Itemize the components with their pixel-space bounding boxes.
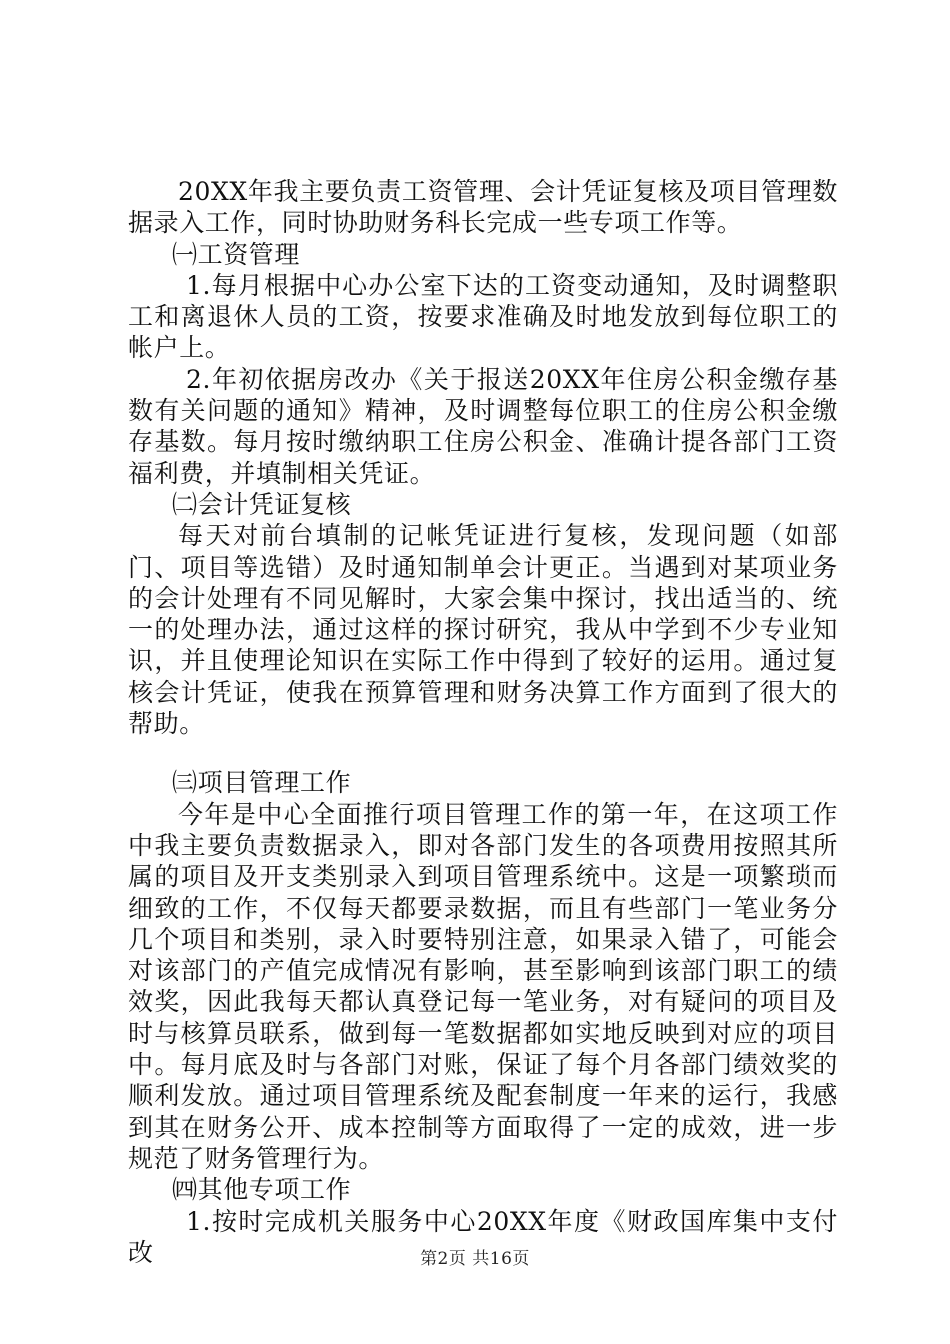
other-item-1: 1.按时完成机关服务中心20XX年度《财政国库集中支付改 [128, 1206, 838, 1267]
section-heading-other: ㈣其他专项工作 [172, 1175, 352, 1205]
salary-item-1: 1.每月根据中心办公室下达的工资变动通知，及时调整职工和离退休人员的工资，按要求准确及时地发放到每位职工的帐户上。 [128, 270, 838, 363]
intro-paragraph: 20XX年我主要负责工资管理、会计凭证复核及项目管理数据录入工作，同时协助财务科长完成一些专项工作等。 [128, 177, 838, 238]
document-body [128, 176, 838, 1268]
project-paragraph: 今年是中心全面推行项目管理工作的第一年，在这项工作中我主要负责数据录入，即对各部门发生的各项费用按照其所属的项目及开支类别录入到项目管理系统中。这是一项繁琐而细致的工作，不仅每天都要录数据，而且有些部门一笔业务分几个项目和类别，录入时要特别注意，如果录入错了，可能会对该部门的产值完成情况有影响，甚至影响到该部门职工的绩效奖，因此我每天都认真登记每一笔业务，对有疑问的项目及时与核算员联系，做到每一笔数据都如实地反映到对应的项目中。每月底及时与各部门对账，保证了每个月各部门绩效奖的顺利发放。通过项目管理系统及配套制度一年来的运行，我感到其在财务公开、成本控制等方面取得了一定的成效，进一步规范了财务管理行为。 [128, 799, 838, 1173]
page-footer: 第2页 共16页 [420, 1249, 530, 1269]
voucher-paragraph: 每天对前台填制的记帐凭证进行复核，发现问题（如部门、项目等选错）及时通知制单会计更正。当遇到对某项业务的会计处理有不同见解时，大家会集中探讨，找出适当的、统一的处理办法，通过这样的探讨研究，我从中学到不少专业知识，并且使理论知识在实际工作中得到了较好的运用。通过复核会计凭证，使我在预算管理和财务决算工作方面到了很大的帮助。 [128, 521, 838, 739]
section-heading-salary: ㈠工资管理 [172, 239, 301, 269]
salary-item-2: 2.年初依据房改办《关于报送20XX年住房公积金缴存基数有关问题的通知》精神，及时调整每位职工的住房公积金缴存基数。每月按时缴纳职工住房公积金、准确计提各部门工资福利费，并填制相关凭证。 [128, 364, 838, 488]
section-heading-voucher: ㈡会计凭证复核 [172, 489, 352, 519]
section-heading-project: ㈢项目管理工作 [172, 768, 352, 798]
